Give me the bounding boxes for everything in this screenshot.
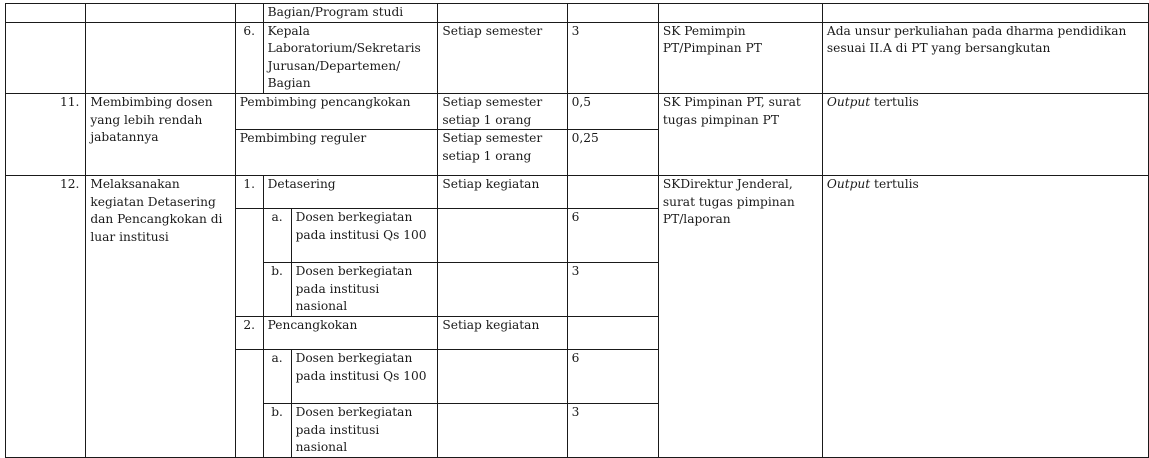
credit-cell: 6 bbox=[567, 350, 658, 404]
table-row bbox=[6, 22, 1149, 93]
item-title: Membimbing dosen yang lebih rendah jabatannya bbox=[86, 93, 235, 175]
sub-letter: b. bbox=[263, 404, 291, 458]
evidence-cell: SK Pemimpin PT/Pimpinan PT bbox=[658, 22, 822, 93]
evidence-cell: SKDirektur Jenderal, surat tugas pimpinan PT/laporan bbox=[658, 176, 822, 458]
credit-cell: 0,25 bbox=[567, 130, 658, 176]
activity-cell: Pembimbing reguler bbox=[235, 130, 438, 176]
item-number: 12. bbox=[6, 176, 86, 458]
unit-cell: Setiap semester bbox=[438, 22, 567, 93]
item-title: Melaksanakan kegiatan Detasering dan Pencangkokan di luar institusi bbox=[86, 176, 235, 458]
credit-cell bbox=[567, 176, 658, 209]
unit-cell: Setiap kegiatan bbox=[438, 176, 567, 209]
activity-cell: Bagian/Program studi bbox=[263, 4, 438, 23]
credit-cell: 3 bbox=[567, 263, 658, 317]
credit-cell bbox=[567, 317, 658, 350]
notes-cell: Output tertulis bbox=[822, 93, 1148, 175]
sub-activity: Dosen berkegiatan pada institusi Qs 100 bbox=[291, 209, 438, 263]
credit-cell: 0,5 bbox=[567, 93, 658, 129]
sub-activity: Dosen berkegiatan pada institusi nasional bbox=[291, 404, 438, 458]
activity-cell: Pembimbing pencangkokan bbox=[235, 93, 438, 129]
sub-letter: a. bbox=[263, 209, 291, 263]
credit-cell: 6 bbox=[567, 209, 658, 263]
sub-activity: Dosen berkegiatan pada institusi Qs 100 bbox=[291, 350, 438, 404]
group-number: 2. bbox=[235, 317, 263, 350]
sub-activity: Dosen berkegiatan pada institusi nasional bbox=[291, 263, 438, 317]
sub-letter: b. bbox=[263, 263, 291, 317]
activity-cell: Kepala Laboratorium/Sekretaris Jurusan/Departemen/ Bagian bbox=[263, 22, 438, 93]
sub-letter: a. bbox=[263, 350, 291, 404]
group-label: Detasering bbox=[263, 176, 438, 209]
unit-cell: Setiap kegiatan bbox=[438, 317, 567, 350]
notes-cell: Output tertulis bbox=[822, 176, 1148, 458]
unit-cell: Setiap semester setiap 1 orang bbox=[438, 130, 567, 176]
notes-cell: Ada unsur perkuliahan pada dharma pendidikan sesuai II.A di PT yang bersangkutan bbox=[822, 22, 1148, 93]
credit-table bbox=[5, 3, 1149, 458]
group-number: 1. bbox=[235, 176, 263, 209]
group-label: Pencangkokan bbox=[263, 317, 438, 350]
table-row bbox=[6, 93, 1149, 129]
table-row bbox=[6, 176, 1149, 209]
table-row bbox=[6, 4, 1149, 23]
credit-cell: 3 bbox=[567, 22, 658, 93]
unit-cell: Setiap semester setiap 1 orang bbox=[438, 93, 567, 129]
item-number: 11. bbox=[6, 93, 86, 175]
credit-cell: 3 bbox=[567, 404, 658, 458]
evidence-cell: SK Pimpinan PT, surat tugas pimpinan PT bbox=[658, 93, 822, 175]
sub-item-number: 6. bbox=[235, 22, 263, 93]
